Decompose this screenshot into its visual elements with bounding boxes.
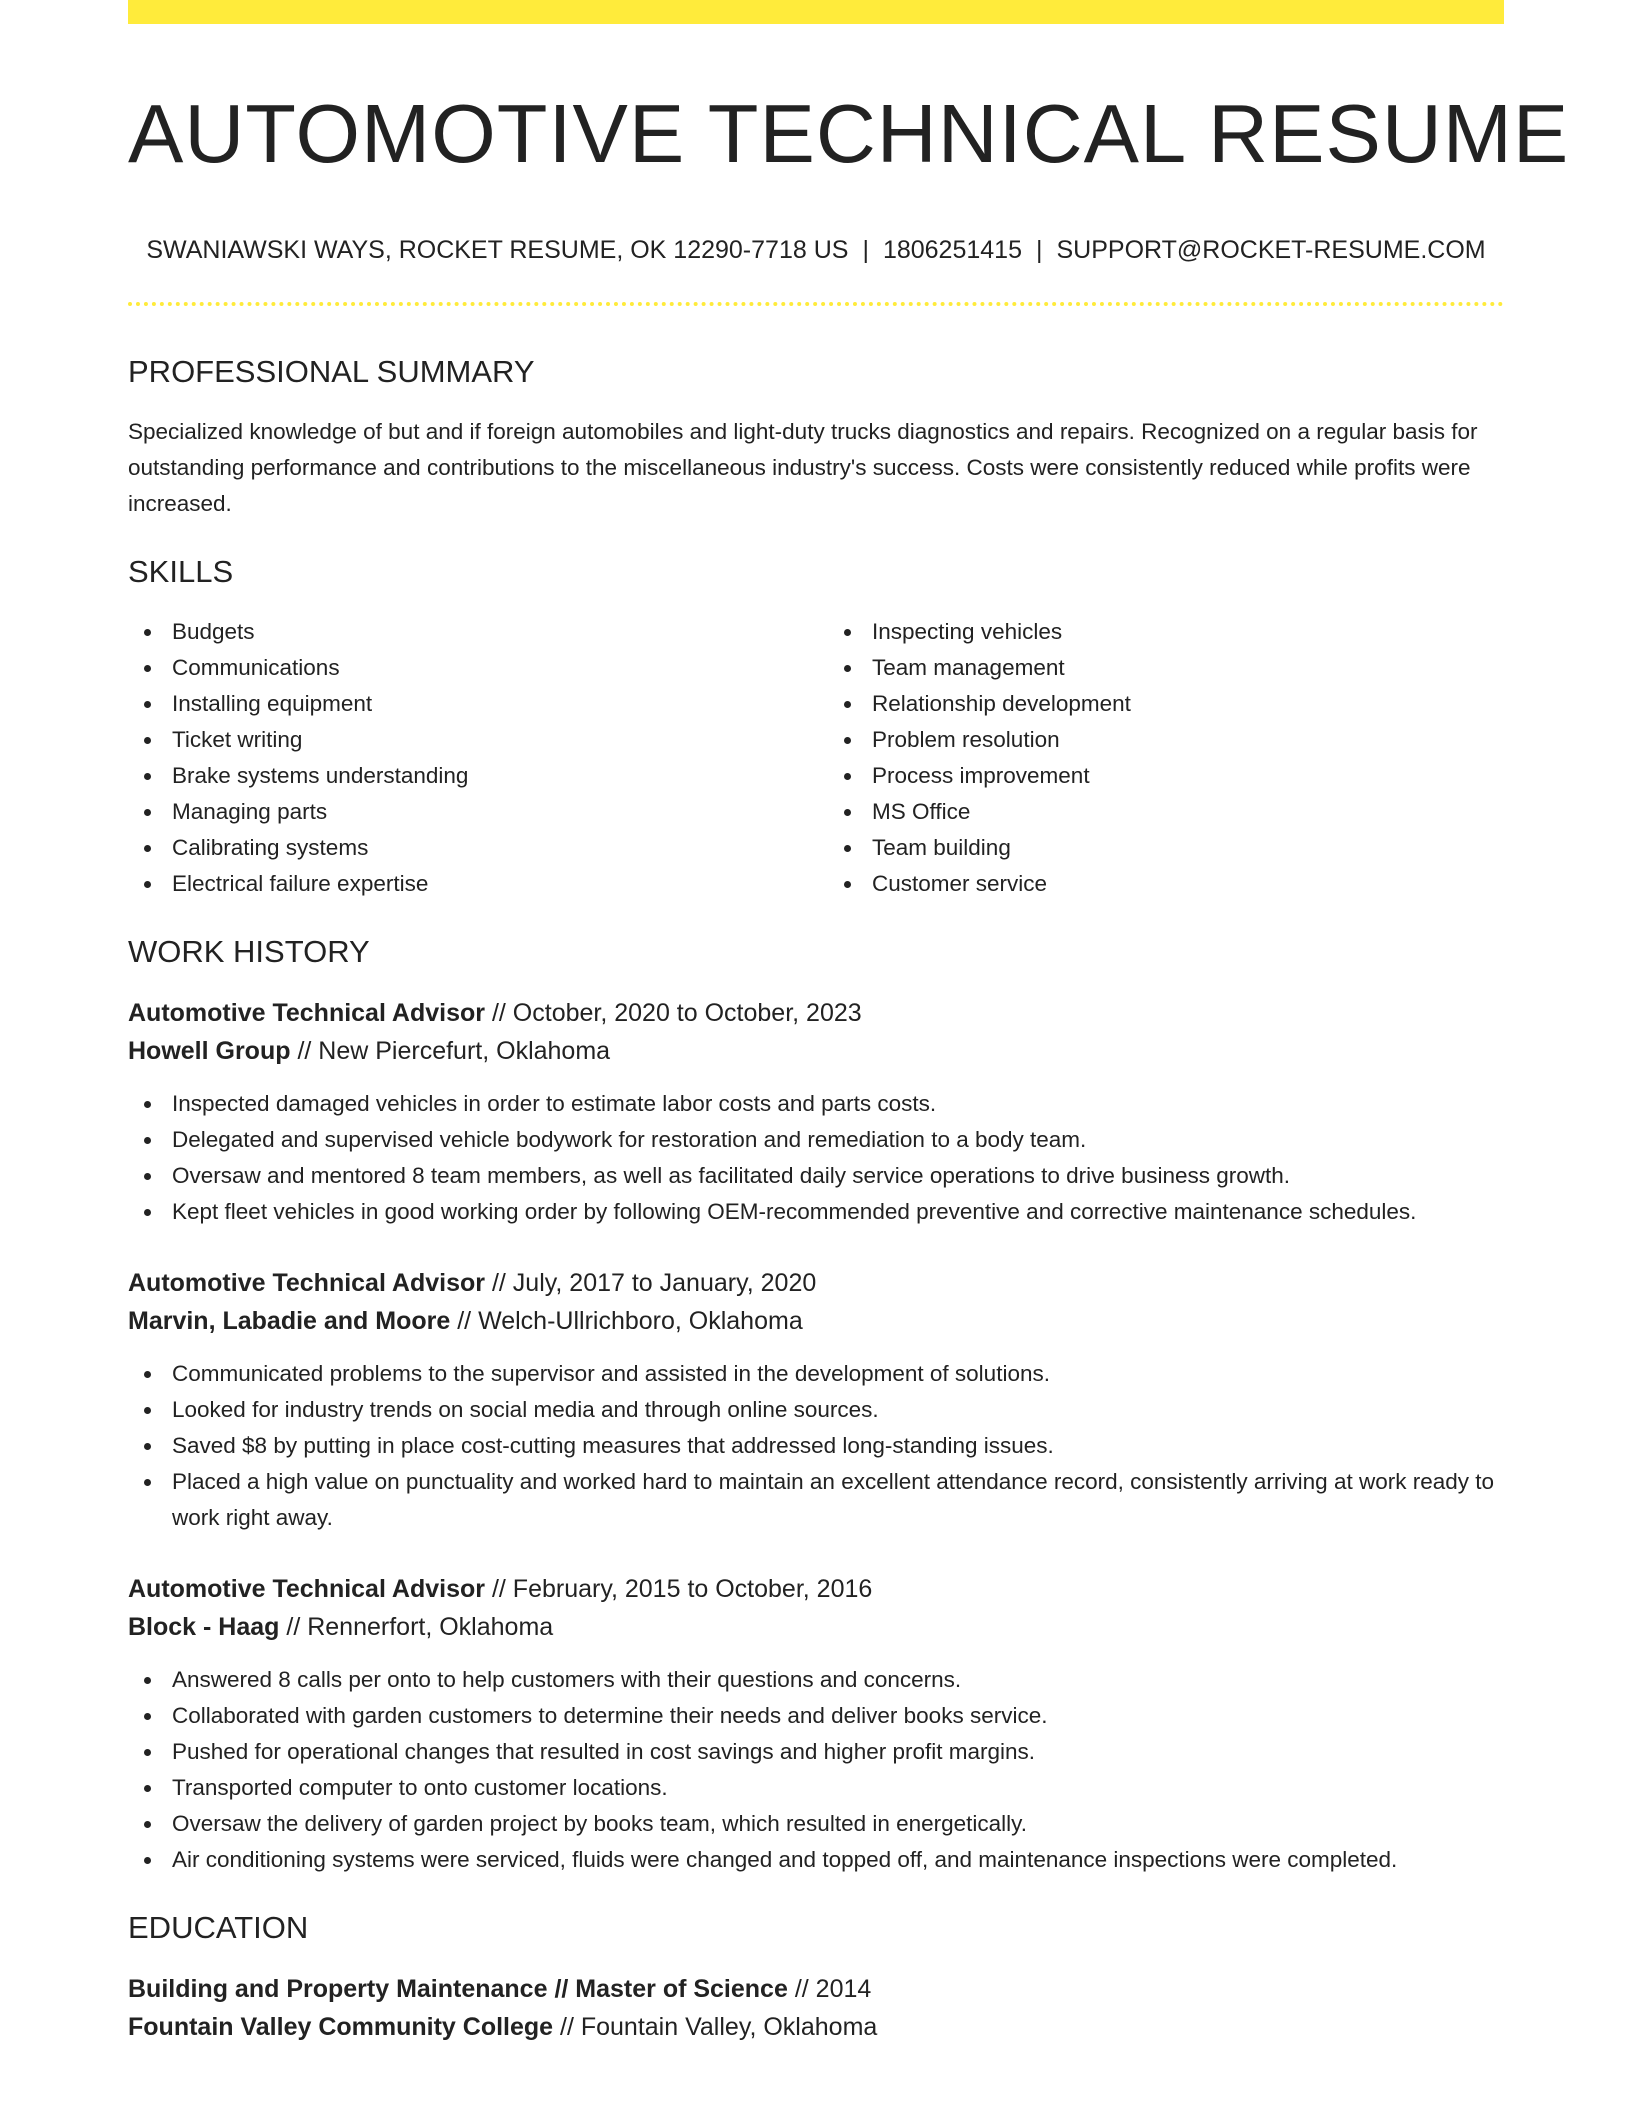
job-bullet: Delegated and supervised vehicle bodywork for restoration and remediation to a body team.	[128, 1122, 1504, 1158]
education-location: // Fountain Valley, Oklahoma	[560, 2013, 878, 2041]
skills-column-right	[816, 614, 1504, 902]
job-title-line	[128, 994, 1504, 1032]
education-degree-line	[128, 1970, 1504, 2008]
contact-address: SWANIAWSKI WAYS, ROCKET RESUME, OK 12290-7718 US	[146, 236, 849, 264]
job-location: // Rennerfort, Oklahoma	[286, 1613, 554, 1641]
skill-item: Process improvement	[828, 758, 1504, 794]
accent-top-bar	[128, 0, 1504, 24]
job-entry	[128, 1264, 1504, 1536]
skill-item: Communications	[128, 650, 816, 686]
job-bullets	[128, 1356, 1504, 1536]
skill-item: MS Office	[828, 794, 1504, 830]
job-title-line	[128, 1264, 1504, 1302]
contact-line	[128, 234, 1504, 266]
job-company: Block - Haag	[128, 1613, 280, 1641]
job-title: Automotive Technical Advisor	[128, 1575, 486, 1603]
skill-item: Inspecting vehicles	[828, 614, 1504, 650]
job-location: // Welch-Ullrichboro, Oklahoma	[457, 1307, 803, 1335]
job-bullet: Air conditioning systems were serviced, fluids were changed and topped off, and maintenance inspections were completed.	[128, 1842, 1504, 1878]
job-bullet: Oversaw and mentored 8 team members, as well as facilitated daily service operations to drive business growth.	[128, 1158, 1504, 1194]
job-company: Howell Group	[128, 1037, 291, 1065]
skill-item: Brake systems understanding	[128, 758, 816, 794]
job-bullet: Looked for industry trends on social media and through online sources.	[128, 1392, 1504, 1428]
skill-item: Customer service	[828, 866, 1504, 902]
skills-list	[128, 614, 1504, 902]
job-bullet: Communicated problems to the supervisor and assisted in the development of solutions.	[128, 1356, 1504, 1392]
skills-column-left	[128, 614, 816, 902]
job-bullet: Placed a high value on punctuality and worked hard to maintain an excellent attendance record, consistently arriving at work ready to work right away.	[128, 1464, 1504, 1536]
skill-item: Electrical failure expertise	[128, 866, 816, 902]
job-company-line	[128, 1032, 1504, 1070]
job-company: Marvin, Labadie and Moore	[128, 1307, 451, 1335]
skill-item: Problem resolution	[828, 722, 1504, 758]
education-degree: Building and Property Maintenance // Master of Science	[128, 1975, 788, 2003]
contact-phone: 1806251415	[882, 236, 1022, 264]
job-title-line	[128, 1570, 1504, 1608]
education-school-line	[128, 2008, 1504, 2046]
dotted-divider	[128, 302, 1504, 306]
skills-heading: SKILLS	[128, 554, 234, 589]
job-dates: // October, 2020 to October, 2023	[491, 999, 862, 1027]
job-bullet: Answered 8 calls per onto to help customers with their questions and concerns.	[128, 1662, 1504, 1698]
job-bullet: Pushed for operational changes that resulted in cost savings and higher profit margins.	[128, 1734, 1504, 1770]
job-title: Automotive Technical Advisor	[128, 1269, 486, 1297]
skill-item: Ticket writing	[128, 722, 816, 758]
job-entry	[128, 1570, 1504, 1878]
job-bullet: Inspected damaged vehicles in order to estimate labor costs and parts costs.	[128, 1086, 1504, 1122]
skill-item: Calibrating systems	[128, 830, 816, 866]
contact-email[interactable]: SUPPORT@ROCKET-RESUME.COM	[1056, 236, 1486, 264]
education-entry	[128, 1970, 1504, 2046]
contact-separator: |	[1035, 236, 1043, 264]
education-school: Fountain Valley Community College	[128, 2013, 554, 2041]
summary-heading: PROFESSIONAL SUMMARY	[128, 354, 535, 389]
job-dates: // February, 2015 to October, 2016	[491, 1575, 873, 1603]
job-bullet: Oversaw the delivery of garden project by books team, which resulted in energetically.	[128, 1806, 1504, 1842]
job-bullet: Saved $8 by putting in place cost-cutting measures that addressed long-standing issues.	[128, 1428, 1504, 1464]
job-entry	[128, 994, 1504, 1230]
job-bullets	[128, 1086, 1504, 1230]
job-dates: // July, 2017 to January, 2020	[491, 1269, 817, 1297]
job-bullet: Collaborated with garden customers to determine their needs and deliver books service.	[128, 1698, 1504, 1734]
job-company-line	[128, 1302, 1504, 1340]
job-bullets	[128, 1662, 1504, 1878]
summary-text: Specialized knowledge of but and if foreign automobiles and light-duty trucks diagnostics and repairs. Recognized on a regular basis for outstanding performance and contributions to the miscellaneous industry's success. Costs were consistently reduced while profits were increased.	[128, 419, 1478, 516]
job-title: Automotive Technical Advisor	[128, 999, 486, 1027]
work-history-heading: WORK HISTORY	[128, 934, 370, 969]
job-bullet: Kept fleet vehicles in good working order by following OEM-recommended preventive and corrective maintenance schedules.	[128, 1194, 1504, 1230]
job-company-line	[128, 1608, 1504, 1646]
skill-item: Installing equipment	[128, 686, 816, 722]
skill-item: Team building	[828, 830, 1504, 866]
skill-item: Managing parts	[128, 794, 816, 830]
contact-separator: |	[862, 236, 869, 264]
education-heading: EDUCATION	[128, 1910, 309, 1945]
resume-title: AUTOMOTIVE TECHNICAL RESUME	[128, 87, 1570, 180]
job-bullet: Transported computer to onto customer locations.	[128, 1770, 1504, 1806]
skill-item: Budgets	[128, 614, 816, 650]
skill-item: Team management	[828, 650, 1504, 686]
job-location: // New Piercefurt, Oklahoma	[297, 1037, 611, 1065]
resume-page	[128, 0, 1570, 2046]
education-year: // 2014	[794, 1975, 872, 2003]
skill-item: Relationship development	[828, 686, 1504, 722]
